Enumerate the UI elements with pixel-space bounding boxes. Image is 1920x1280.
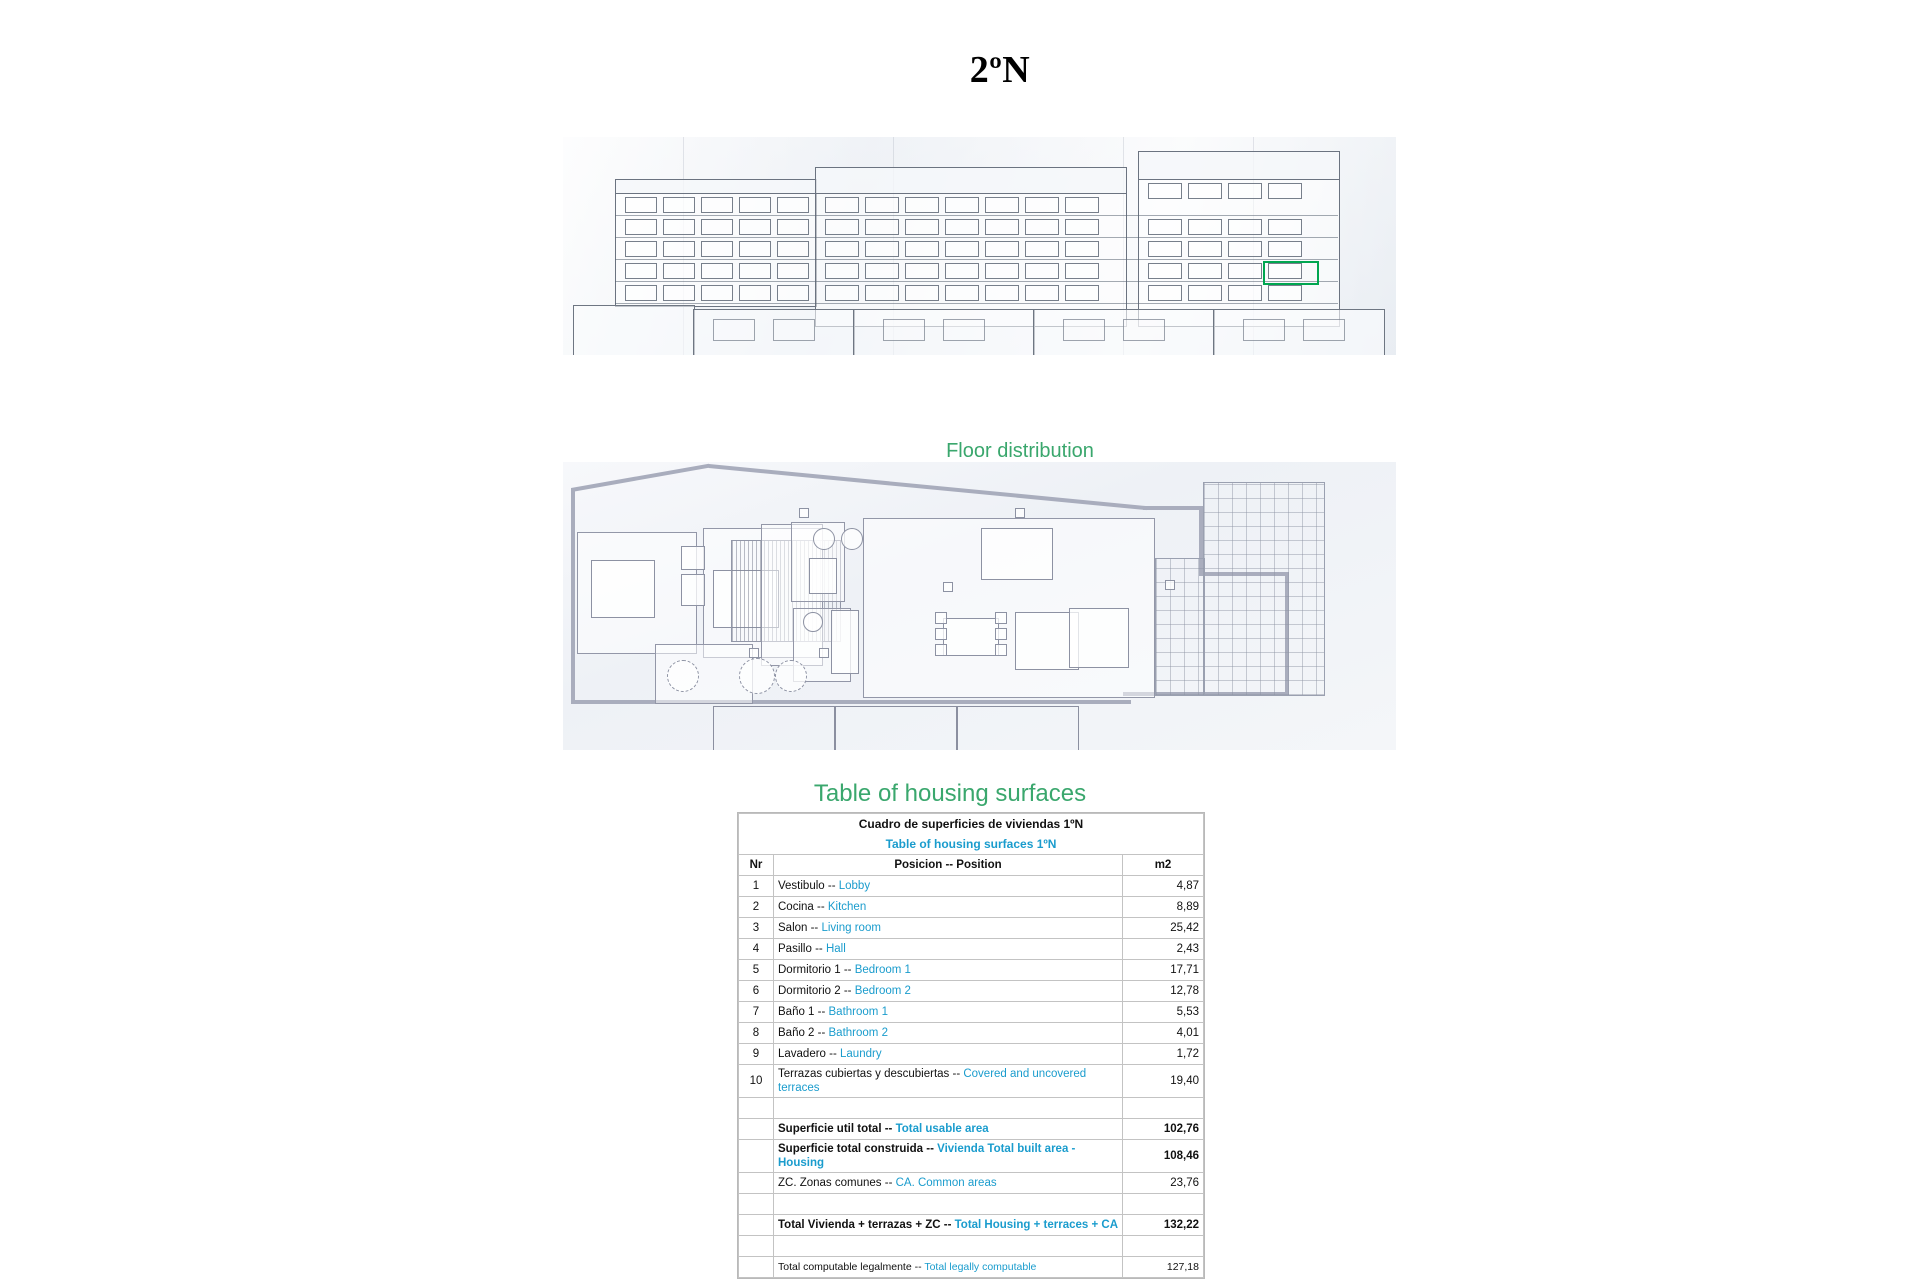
elevation-floor-line — [615, 303, 1338, 304]
plan-sink-icon — [841, 528, 863, 550]
row-position-es: Vestibulo -- — [778, 880, 836, 892]
row-m2: 17,71 — [1123, 960, 1204, 981]
row-nr: 6 — [739, 981, 774, 1002]
table-row — [739, 1023, 1204, 1044]
table-header-es: Cuadro de superficies de viviendas 1ºN — [739, 814, 1204, 835]
row-position-es: Terrazas cubiertas y descubiertas -- — [778, 1068, 961, 1080]
elevation-window — [1025, 219, 1059, 235]
elevation-window — [865, 263, 899, 279]
elevation-window — [985, 285, 1019, 301]
total-label-en: Total usable area — [895, 1123, 989, 1135]
grand-total-label-es: Total Vivienda + terrazas + ZC -- — [778, 1219, 952, 1231]
plan-annotation-marker — [943, 582, 953, 592]
elevation-window — [1065, 241, 1099, 257]
elevation-window — [739, 263, 771, 279]
elevation-window — [1025, 263, 1059, 279]
elevation-window — [905, 241, 939, 257]
total-label — [774, 1140, 1123, 1173]
row-nr: 1 — [739, 876, 774, 897]
spacer-cell — [1123, 1194, 1204, 1215]
elevation-window — [1065, 263, 1099, 279]
elevation-window — [1148, 183, 1182, 199]
plan-terrace-tiles — [1203, 482, 1325, 696]
elevation-window — [1188, 263, 1222, 279]
plan-bathtub — [831, 610, 859, 674]
row-position-es: Lavadero -- — [778, 1048, 837, 1060]
elevation-window — [777, 263, 809, 279]
total-m2: 23,76 — [1123, 1173, 1204, 1194]
total-m2: 108,46 — [1123, 1140, 1204, 1173]
elevation-ground-d — [1213, 309, 1385, 355]
elevation-window — [777, 197, 809, 213]
plan-annotation-marker — [799, 508, 809, 518]
elevation-window — [1065, 219, 1099, 235]
spacer-cell — [739, 1194, 774, 1215]
total-label — [774, 1173, 1123, 1194]
elevation-ground-opening — [1123, 319, 1165, 341]
table-total-row — [739, 1140, 1204, 1173]
elevation-window — [1188, 183, 1222, 199]
row-position — [774, 1044, 1123, 1065]
total-label-es: Superficie total construida -- — [778, 1143, 934, 1155]
elevation-window — [865, 241, 899, 257]
elevation-window — [1228, 219, 1262, 235]
table-grand-total-row — [739, 1215, 1204, 1236]
row-position-es: Cocina -- — [778, 901, 825, 913]
elevation-window — [1065, 197, 1099, 213]
plan-chair — [935, 612, 947, 624]
plan-fixture — [681, 546, 705, 570]
table-spacer-row — [739, 1194, 1204, 1215]
elevation-window — [905, 285, 939, 301]
elevation-floor-line — [615, 259, 1338, 260]
elevation-window — [985, 241, 1019, 257]
elevation-window — [945, 285, 979, 301]
row-position-en: Bathroom 2 — [828, 1027, 888, 1039]
plan-lounge-chair — [1069, 608, 1129, 668]
elevation-window — [825, 263, 859, 279]
legal-total-nr — [739, 1257, 774, 1278]
plan-lower-outline — [713, 706, 835, 750]
elevation-window — [739, 285, 771, 301]
plan-bed-furniture — [591, 560, 655, 618]
plan-wall — [1143, 506, 1203, 510]
elevation-window — [1228, 183, 1262, 199]
elevation-window — [865, 285, 899, 301]
legal-total-m2: 127,18 — [1123, 1257, 1204, 1278]
total-nr — [739, 1140, 774, 1173]
elevation-window — [825, 285, 859, 301]
row-position — [774, 876, 1123, 897]
table-row — [739, 960, 1204, 981]
row-position-en: Lobby — [838, 880, 871, 892]
table-spacer-row — [739, 1236, 1204, 1257]
total-nr — [739, 1173, 774, 1194]
table-row — [739, 939, 1204, 960]
row-position — [774, 981, 1123, 1002]
table-row — [739, 876, 1204, 897]
elevation-window — [701, 241, 733, 257]
elevation-ground-opening — [883, 319, 925, 341]
elevation-window — [985, 263, 1019, 279]
floor-distribution-caption: Floor distribution — [946, 440, 1094, 462]
elevation-window — [865, 219, 899, 235]
table-spacer-row — [739, 1098, 1204, 1119]
selected-unit-highlight — [1263, 261, 1319, 285]
elevation-roof-center — [815, 167, 1127, 194]
grand-total-m2: 132,22 — [1123, 1215, 1204, 1236]
table-row — [739, 897, 1204, 918]
table-caption: Table of housing surfaces — [813, 780, 1087, 807]
col-header-position: Posicion -- Position — [774, 855, 1123, 876]
elevation-window — [1228, 263, 1262, 279]
elevation-window — [663, 219, 695, 235]
elevation-window — [905, 219, 939, 235]
row-nr: 10 — [739, 1065, 774, 1098]
elevation-window — [1188, 241, 1222, 257]
row-nr: 7 — [739, 1002, 774, 1023]
row-nr: 5 — [739, 960, 774, 981]
elevation-ground-opening — [1063, 319, 1105, 341]
elevation-window — [663, 241, 695, 257]
elevation-window — [1268, 183, 1302, 199]
elevation-window — [1025, 197, 1059, 213]
grand-total-label-en: Total Housing + terraces + CA — [954, 1219, 1119, 1231]
legal-total-label-es: Total computable legalmente -- — [778, 1261, 922, 1273]
row-nr: 3 — [739, 918, 774, 939]
plan-sink-icon — [813, 528, 835, 550]
elevation-window — [625, 285, 657, 301]
spacer-cell — [1123, 1098, 1204, 1119]
total-label-es: Superficie util total -- — [778, 1123, 893, 1135]
row-nr: 4 — [739, 939, 774, 960]
row-position-en: Kitchen — [827, 901, 867, 913]
row-m2: 1,72 — [1123, 1044, 1204, 1065]
row-position-es: Baño 2 -- — [778, 1027, 826, 1039]
elevation-window — [945, 219, 979, 235]
elevation-window — [625, 219, 657, 235]
elevation-window — [701, 285, 733, 301]
row-position — [774, 960, 1123, 981]
elevation-ground-opening — [773, 319, 815, 341]
elevation-window — [1148, 241, 1182, 257]
elevation-window — [625, 197, 657, 213]
elevation-window — [739, 219, 771, 235]
elevation-window — [1065, 285, 1099, 301]
elevation-window — [1268, 241, 1302, 257]
row-position-es: Salon -- — [778, 922, 819, 934]
elevation-ground-opening — [943, 319, 985, 341]
elevation-window — [625, 263, 657, 279]
total-label-es: ZC. Zonas comunes -- — [778, 1177, 893, 1189]
building-elevation-image — [563, 137, 1396, 355]
elevation-floor-line — [615, 237, 1338, 238]
total-m2: 102,76 — [1123, 1119, 1204, 1140]
row-position-es: Baño 1 -- — [778, 1006, 826, 1018]
elevation-window — [1188, 285, 1222, 301]
table-column-headers — [739, 855, 1204, 876]
row-position-en: Bedroom 1 — [854, 964, 911, 976]
row-m2: 25,42 — [1123, 918, 1204, 939]
row-position — [774, 1023, 1123, 1044]
elevation-window — [739, 197, 771, 213]
elevation-ground-left — [573, 305, 695, 355]
plan-chair — [935, 644, 947, 656]
elevation-window — [1268, 219, 1302, 235]
table-row — [739, 1065, 1204, 1098]
spacer-cell — [739, 1098, 774, 1119]
plan-dining-table — [943, 618, 999, 656]
elevation-window — [945, 197, 979, 213]
elevation-window — [1025, 285, 1059, 301]
elevation-roof-left — [615, 179, 817, 194]
row-position-en: Living room — [821, 922, 881, 934]
plan-chair — [995, 644, 1007, 656]
elevation-window — [663, 197, 695, 213]
elevation-ground-opening — [713, 319, 755, 341]
elevation-window — [701, 219, 733, 235]
row-position-en: Hall — [825, 943, 846, 955]
elevation-window — [701, 263, 733, 279]
plan-chair — [995, 628, 1007, 640]
floor-plan-image — [563, 462, 1396, 750]
plan-door-swing — [667, 660, 699, 692]
spacer-cell — [774, 1236, 1123, 1257]
spacer-cell — [1123, 1236, 1204, 1257]
spacer-cell — [739, 1236, 774, 1257]
elevation-window — [777, 241, 809, 257]
spacer-cell — [774, 1194, 1123, 1215]
row-position — [774, 939, 1123, 960]
table-header-en: Table of housing surfaces 1ºN — [739, 834, 1204, 855]
plan-door-swing — [775, 660, 807, 692]
plan-wall — [571, 488, 575, 704]
elevation-floor-line — [615, 281, 1338, 282]
elevation-window — [825, 197, 859, 213]
plan-chair — [995, 612, 1007, 624]
total-label-en: Vivienda Total built area - Housing — [778, 1143, 1076, 1169]
plan-wall — [709, 464, 1147, 510]
row-position — [774, 1065, 1123, 1098]
plan-furniture-unit — [981, 528, 1053, 580]
elevation-ground-opening — [1243, 319, 1285, 341]
row-position-en: Bathroom 1 — [828, 1006, 888, 1018]
elevation-window — [1025, 241, 1059, 257]
table-row — [739, 981, 1204, 1002]
table-legal-total-row — [739, 1257, 1204, 1278]
plan-lower-outline — [957, 706, 1079, 750]
grand-total-nr — [739, 1215, 774, 1236]
row-m2: 4,87 — [1123, 876, 1204, 897]
row-nr: 9 — [739, 1044, 774, 1065]
spacer-cell — [774, 1098, 1123, 1119]
elevation-window — [625, 241, 657, 257]
total-label-en: CA. Common areas — [895, 1177, 997, 1189]
plan-shower — [809, 558, 837, 594]
elevation-ground-opening — [1303, 319, 1345, 341]
elevation-window — [945, 241, 979, 257]
elevation-floor-line — [615, 215, 1338, 216]
elevation-window — [1148, 263, 1182, 279]
row-m2: 19,40 — [1123, 1065, 1204, 1098]
row-m2: 4,01 — [1123, 1023, 1204, 1044]
elevation-block-center — [815, 193, 1127, 327]
elevation-window — [865, 197, 899, 213]
row-nr: 2 — [739, 897, 774, 918]
elevation-window — [1228, 285, 1262, 301]
total-nr — [739, 1119, 774, 1140]
elevation-roof-right — [1138, 151, 1340, 180]
elevation-window — [1148, 285, 1182, 301]
row-position — [774, 918, 1123, 939]
table-row — [739, 918, 1204, 939]
elevation-window — [905, 197, 939, 213]
row-position-en: Laundry — [840, 1048, 882, 1060]
elevation-window — [825, 219, 859, 235]
row-m2: 12,78 — [1123, 981, 1204, 1002]
elevation-window — [663, 263, 695, 279]
row-m2: 8,89 — [1123, 897, 1204, 918]
plan-lower-outline — [835, 706, 957, 750]
grand-total-label — [774, 1215, 1123, 1236]
col-header-m2: m2 — [1123, 855, 1204, 876]
row-position-es: Dormitorio 1 -- — [778, 964, 852, 976]
page-title: 2ºN — [969, 49, 1031, 91]
elevation-window — [1188, 219, 1222, 235]
row-m2: 5,53 — [1123, 1002, 1204, 1023]
elevation-window — [825, 241, 859, 257]
housing-surfaces-table — [737, 812, 1205, 1279]
plan-annotation-marker — [1015, 508, 1025, 518]
elevation-window — [1148, 219, 1182, 235]
plan-annotation-marker — [1165, 580, 1175, 590]
plan-fixture — [681, 574, 705, 606]
plan-chair — [935, 628, 947, 640]
legal-total-label-en: Total legally computable — [924, 1261, 1037, 1273]
row-m2: 2,43 — [1123, 939, 1204, 960]
plan-annotation-marker — [749, 648, 759, 658]
row-position — [774, 1002, 1123, 1023]
elevation-window — [739, 241, 771, 257]
elevation-window — [1228, 241, 1262, 257]
plan-door-swing — [739, 658, 775, 694]
plan-wall — [571, 464, 710, 492]
elevation-window — [777, 219, 809, 235]
legal-total-label — [774, 1257, 1123, 1278]
plan-terrace-tiles-2 — [1155, 558, 1205, 696]
elevation-window — [945, 263, 979, 279]
table-row — [739, 1002, 1204, 1023]
plan-sink-icon — [803, 612, 823, 632]
row-position-en: Covered and uncovered terraces — [778, 1068, 1087, 1094]
elevation-window — [701, 197, 733, 213]
total-label — [774, 1119, 1123, 1140]
row-position — [774, 897, 1123, 918]
plan-annotation-marker — [819, 648, 829, 658]
row-nr: 8 — [739, 1023, 774, 1044]
table-total-row — [739, 1119, 1204, 1140]
elevation-window — [905, 263, 939, 279]
row-position-en: Bedroom 2 — [854, 985, 911, 997]
table-total-row — [739, 1173, 1204, 1194]
elevation-window — [663, 285, 695, 301]
elevation-window — [985, 219, 1019, 235]
row-position-es: Dormitorio 2 -- — [778, 985, 852, 997]
elevation-window — [985, 197, 1019, 213]
table-row — [739, 1044, 1204, 1065]
row-position-es: Pasillo -- — [778, 943, 823, 955]
elevation-window — [777, 285, 809, 301]
elevation-window — [1268, 285, 1302, 301]
col-header-nr: Nr — [739, 855, 774, 876]
